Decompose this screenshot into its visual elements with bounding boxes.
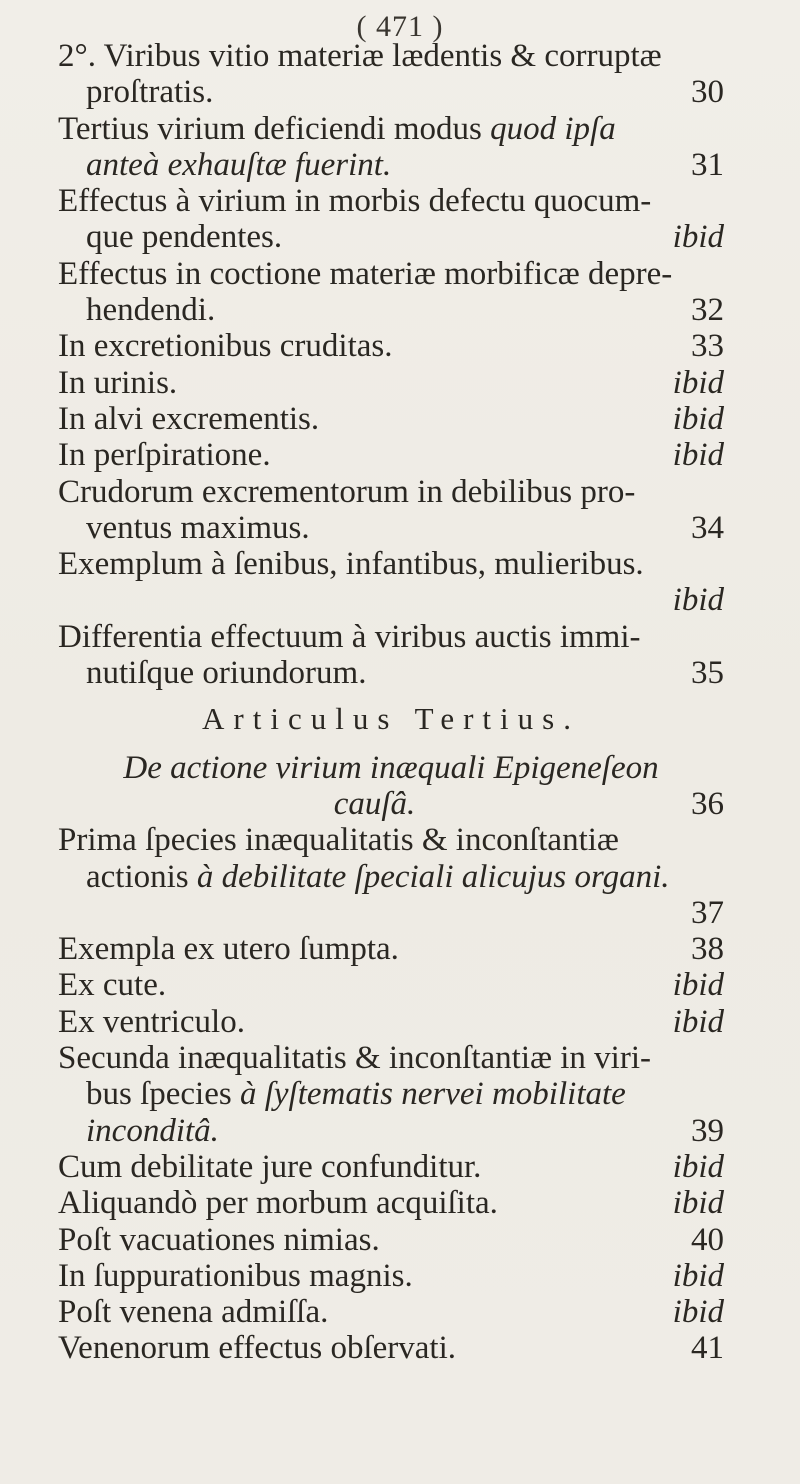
section-subtitle-row: [58, 786, 724, 822]
entry-text: Exemplum à ſenibus, infantibus, mulieribus.: [58, 546, 644, 583]
entry-page: ibid: [672, 1294, 724, 1331]
entry-page: 39: [691, 1112, 724, 1149]
toc-entry: [58, 655, 724, 691]
toc-entry: [58, 931, 724, 967]
toc-entry: [58, 582, 724, 618]
entry-text-italic: à ſyſtematis nervei mobilitate: [239, 1076, 626, 1113]
entry-page: 32: [691, 292, 724, 329]
toc-entry: [58, 328, 724, 364]
toc-entry: [58, 619, 724, 655]
toc-entry: [58, 219, 724, 255]
entry-text: Poſt vacuationes nimias.: [58, 1221, 380, 1258]
toc-entry: [58, 822, 724, 858]
entry-text: que pendentes.: [86, 219, 283, 256]
entry-text: Exempla ex utero ſumpta.: [58, 931, 399, 968]
toc-entry: [58, 1149, 724, 1185]
section-subtitle: cauſâ.: [333, 785, 416, 822]
entry-text: Aliquandò per morbum acquiſita.: [58, 1185, 498, 1222]
entry-text: Effectus à virium in morbis defectu quocum-: [58, 183, 652, 220]
entry-text: Ex ventriculo.: [58, 1003, 245, 1040]
toc-entry: [58, 147, 724, 183]
entry-page: ibid: [672, 582, 724, 619]
entry-text: In ſuppurationibus magnis.: [58, 1257, 413, 1294]
section-subtitle: De actione virium inæquali Epigeneſeon: [123, 749, 659, 786]
toc-entry: [58, 183, 724, 219]
entry-text: actionis: [86, 858, 197, 895]
toc-entry: [58, 401, 724, 437]
entry-text: Poſt venena admiſſa.: [58, 1294, 329, 1331]
entry-page: ibid: [672, 1148, 724, 1185]
entry-text: 2°. Viribus vitio materiæ lædentis & corruptæ: [58, 38, 662, 74]
entry-text-italic: inconditâ.: [86, 1112, 219, 1149]
entry-page: ibid: [672, 1257, 724, 1294]
toc-entry: [58, 859, 724, 895]
entry-text: Venenorum effectus obſervati.: [58, 1330, 456, 1367]
toc-entry: [58, 292, 724, 328]
toc-entry: [58, 1113, 724, 1149]
entry-text: hendendi.: [86, 292, 216, 329]
entry-text: Prima ſpecies inæqualitatis & inconſtantiæ: [58, 822, 619, 859]
toc-entry: [58, 1185, 724, 1221]
entry-page: 30: [691, 74, 724, 111]
entry-page: 38: [691, 931, 724, 968]
entry-text: In alvi excrementis.: [58, 400, 320, 437]
entry-page: ibid: [672, 1185, 724, 1222]
entry-text: Tertius virium deficiendi modus: [58, 110, 491, 147]
entry-page: 36: [691, 785, 724, 822]
toc-entry: [58, 1294, 724, 1330]
entry-page: 33: [691, 328, 724, 365]
entry-text: In excretionibus cruditas.: [58, 328, 393, 365]
entry-text-italic: à debilitate ſpeciali alicujus organi.: [196, 858, 670, 895]
toc-entry: [58, 474, 724, 510]
entry-page: ibid: [672, 437, 724, 474]
entry-text: Secunda inæqualitatis & inconſtantiæ in viri-: [58, 1040, 652, 1077]
toc-entry: [58, 510, 724, 546]
toc-entry: [58, 967, 724, 1003]
entry-text: nutiſque oriundorum.: [86, 655, 367, 692]
toc-entry: [58, 1222, 724, 1258]
entry-text: bus ſpecies: [86, 1076, 240, 1113]
entry-page: 35: [691, 655, 724, 692]
entry-page: 34: [691, 509, 724, 546]
toc-entry: [58, 437, 724, 473]
toc-entry: [58, 38, 724, 74]
toc-entry: [58, 546, 724, 582]
entry-text: Differentia effectuum à viribus auctis immi-: [58, 618, 641, 655]
entry-page: ibid: [672, 967, 724, 1004]
entry-text: Ex cute.: [58, 967, 167, 1004]
entry-page: 41: [691, 1330, 724, 1367]
entry-text: In urinis.: [58, 364, 178, 401]
entry-text: Effectus in coctione materiæ morbificæ depre-: [58, 255, 673, 292]
entry-page: ibid: [672, 400, 724, 437]
entry-text-italic: quod ipſa: [490, 110, 616, 147]
entry-page: 31: [691, 146, 724, 183]
toc-entry: [58, 1258, 724, 1294]
entry-page: 37: [691, 894, 724, 931]
entry-text: proſtratis.: [86, 74, 214, 111]
toc-entry: [58, 74, 724, 110]
section-heading: Articulus Tertius.: [202, 701, 580, 737]
toc-entry: [58, 1076, 724, 1112]
toc-entry: [58, 1040, 724, 1076]
table-of-contents: [58, 38, 724, 1367]
page-number-header: ( 471 ): [356, 10, 444, 43]
toc-entry: [58, 365, 724, 401]
toc-entry: [58, 1330, 724, 1366]
entry-page: 40: [691, 1221, 724, 1258]
toc-entry: [58, 111, 724, 147]
entry-text: ventus maximus.: [86, 509, 310, 546]
toc-entry: [58, 256, 724, 292]
entry-page: ibid: [672, 364, 724, 401]
entry-page: ibid: [672, 219, 724, 256]
entry-text: Crudorum excrementorum in debilibus pro-: [58, 473, 636, 510]
entry-page: ibid: [672, 1003, 724, 1040]
entry-text: In perſpiratione.: [58, 437, 271, 474]
toc-entry: [58, 895, 724, 931]
entry-text-italic: anteà exhauſtæ fuerint.: [86, 146, 392, 183]
toc-entry: [58, 1004, 724, 1040]
entry-text: Cum debilitate jure confunditur.: [58, 1148, 482, 1185]
